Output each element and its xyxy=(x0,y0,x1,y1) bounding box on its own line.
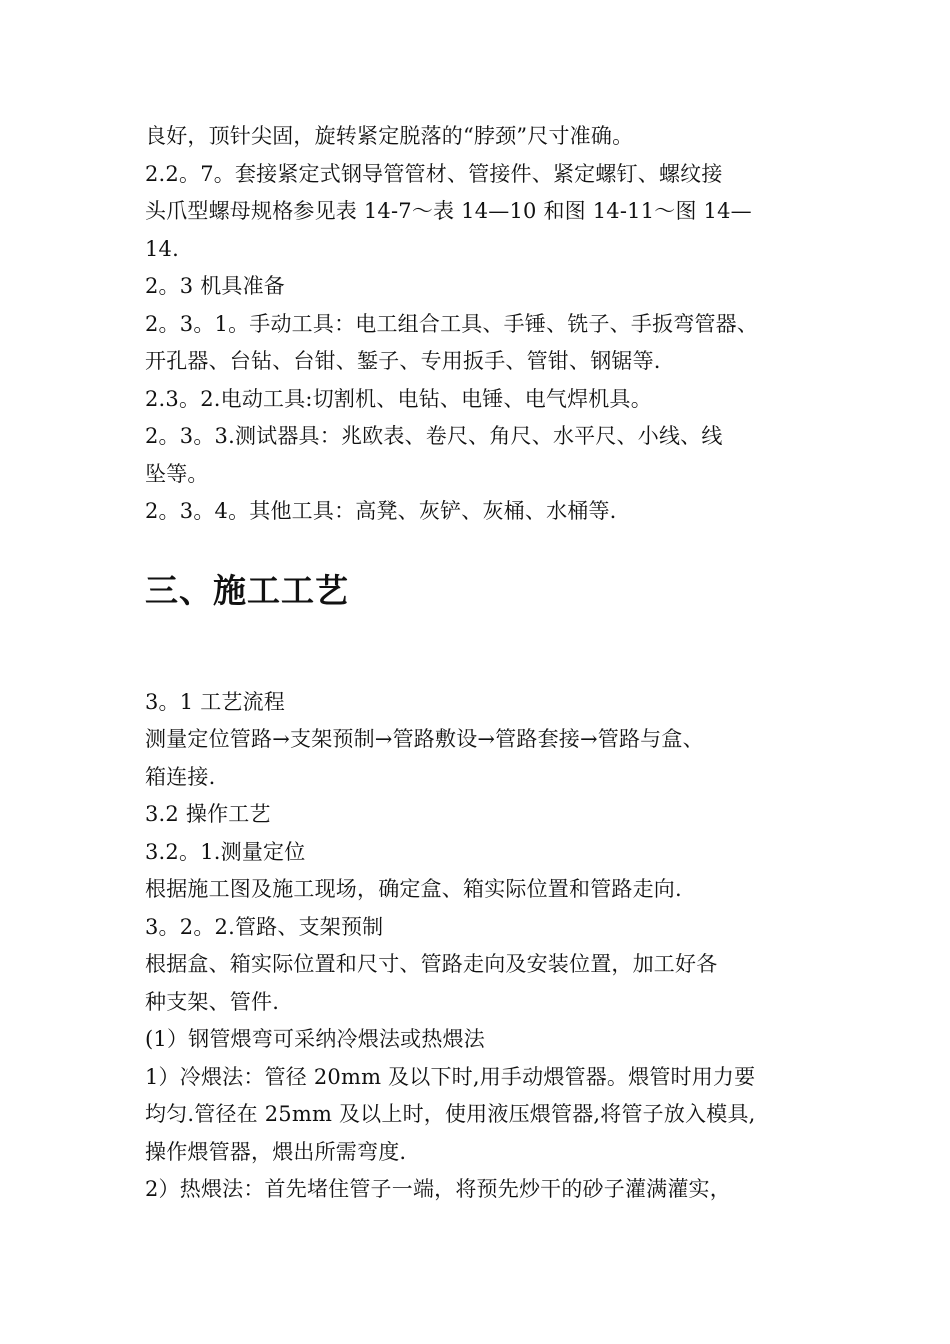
text-line: 2.3。2.电动工具:切割机、电钻、电锤、电气焊机具。 xyxy=(145,386,652,411)
text-line: 种支架、管件. xyxy=(145,989,280,1014)
text-line: 2。3。1。手动工具：电工组合工具、手锤、铣子、手扳弯管器、 xyxy=(145,311,759,336)
text-line: 14. xyxy=(145,236,179,261)
text-line: 均匀.管径在 25mm 及以上时，使用液压煨管器,将管子放入模具, xyxy=(145,1102,756,1126)
text-line: 开孔器、台钻、台钳、錾子、专用扳手、管钳、钢锯等. xyxy=(145,349,661,373)
document-body xyxy=(145,118,825,1209)
text-line: 3。1 工艺流程 xyxy=(145,689,285,714)
text-line: 1）冷煨法：管径 20mm 及以下时,用手动煨管器。煨管时用力要 xyxy=(145,1064,756,1089)
section-3-text xyxy=(145,684,825,1209)
text-line: 测量定位管路→支架预制→管路敷设→管路套接→管路与盒、 xyxy=(145,727,704,751)
text-line: 头爪型螺母规格参见表 14-7～表 14—10 和图 14-11～图 14— xyxy=(145,199,752,223)
text-line: 根据施工图及施工现场，确定盒、箱实际位置和管路走向. xyxy=(145,877,682,901)
text-line: 坠等。 xyxy=(145,461,209,486)
text-line: 3.2。1.测量定位 xyxy=(145,839,306,864)
text-line: 2。3。4。其他工具：高凳、灰铲、灰桶、水桶等. xyxy=(145,499,617,523)
section-3-heading: 三、施工工艺 xyxy=(145,570,349,610)
text-line: 2。3。3.测试器具：兆欧表、卷尺、角尺、水平尺、小线、线 xyxy=(145,424,723,448)
text-line: 根据盒、箱实际位置和尺寸、管路走向及安装位置，加工好各 xyxy=(145,952,718,976)
text-line: (1）钢管煨弯可采纳冷煨法或热煨法 xyxy=(145,1027,485,1051)
text-line: 良好，顶针尖固，旋转紧定脱落的“脖颈”尺寸准确。 xyxy=(145,124,634,148)
text-line: 2。3 机具准备 xyxy=(145,274,285,298)
text-line: 箱连接. xyxy=(145,764,216,789)
text-line: 3。2。2.管路、支架预制 xyxy=(145,914,384,939)
text-line: 2）热煨法：首先堵住管子一端，将预先炒干的砂子灌满灌实， xyxy=(145,1177,731,1201)
text-line: 操作煨管器，煨出所需弯度. xyxy=(145,1139,407,1164)
text-line: 2.2。7。套接紧定式钢导管管材、管接件、紧定螺钉、螺纹接 xyxy=(145,161,723,186)
section-2-text xyxy=(145,118,825,531)
text-line: 3.2 操作工艺 xyxy=(145,802,271,826)
